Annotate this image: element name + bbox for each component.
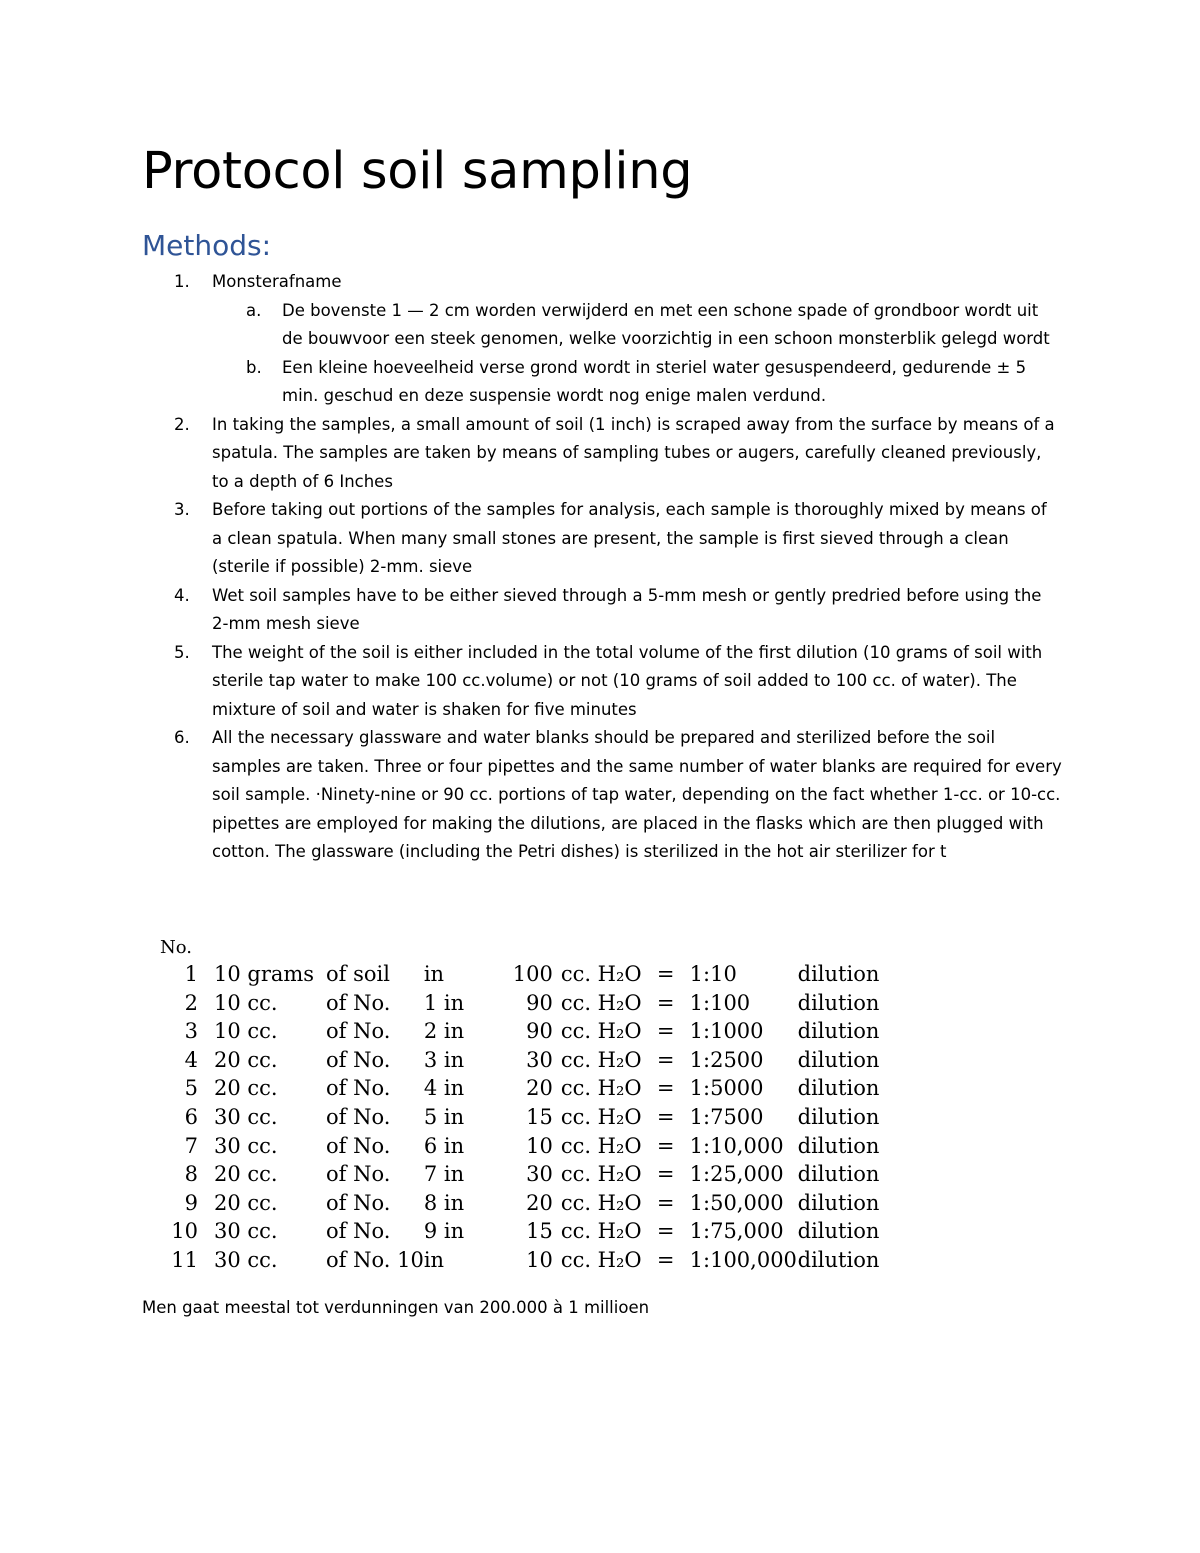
dilution-table bbox=[160, 936, 898, 1275]
row-equals: = bbox=[656, 1019, 675, 1044]
row-source: of No. bbox=[326, 1219, 391, 1244]
method-item bbox=[142, 268, 1062, 297]
row-number: 5 bbox=[184, 1076, 198, 1101]
row-equals: = bbox=[656, 1104, 675, 1129]
row-number: 9 bbox=[184, 1190, 198, 1215]
item-number: 4. bbox=[174, 585, 190, 605]
row-label: dilution bbox=[797, 1219, 880, 1244]
row-ratio: 1:5000 bbox=[689, 1076, 764, 1101]
row-equals: = bbox=[656, 990, 675, 1015]
row-label: dilution bbox=[797, 1076, 880, 1101]
table-header-row bbox=[160, 936, 898, 960]
row-in: 4 in bbox=[423, 1076, 465, 1101]
sub-item bbox=[212, 354, 1062, 411]
row-amount: 10 cc. bbox=[214, 1019, 278, 1044]
row-equals: = bbox=[656, 1190, 675, 1215]
item-number: 6. bbox=[174, 728, 190, 747]
row-number: 8 bbox=[184, 1162, 198, 1187]
row-number: 6 bbox=[184, 1104, 198, 1129]
row-in: 7 in bbox=[423, 1162, 465, 1187]
row-in: in bbox=[423, 962, 445, 986]
row-water-volume: 15 bbox=[526, 1219, 553, 1244]
row-water-volume: 100 bbox=[512, 962, 553, 986]
row-equals: = bbox=[656, 962, 675, 986]
row-label: dilution bbox=[797, 1190, 880, 1215]
method-item bbox=[142, 639, 1062, 725]
row-unit: cc. H₂O bbox=[560, 1076, 642, 1101]
row-amount: 30 cc. bbox=[214, 1247, 278, 1272]
row-label: dilution bbox=[797, 1247, 880, 1272]
row-in: 8 in bbox=[423, 1190, 465, 1215]
methods-list bbox=[142, 268, 1062, 867]
method-item bbox=[142, 411, 1062, 497]
table-row bbox=[160, 1046, 898, 1075]
row-source: of No. bbox=[326, 1047, 391, 1072]
row-water-volume: 20 bbox=[526, 1076, 553, 1101]
item-text: Wet soil samples have to be either sieved through a 5-mm mesh or gently predried before using the 2-mm mesh sieve bbox=[212, 585, 1042, 633]
table-row bbox=[160, 1017, 898, 1046]
row-unit: cc. H₂O bbox=[560, 1047, 642, 1072]
row-unit: cc. H₂O bbox=[560, 1019, 642, 1044]
row-ratio: 1:75,000 bbox=[689, 1219, 784, 1244]
row-number: 2 bbox=[184, 990, 198, 1015]
row-unit: cc. H₂O bbox=[560, 1247, 642, 1272]
row-amount: 20 cc. bbox=[214, 1047, 278, 1072]
sub-item-text: Een kleine hoeveelheid verse grond wordt in steriel water gesuspendeerd, gedurende ± 5 min. geschud en deze suspensie wordt nog enige malen verdund. bbox=[282, 357, 1027, 405]
row-water-volume: 10 bbox=[526, 1247, 553, 1272]
row-ratio: 1:25,000 bbox=[689, 1162, 784, 1187]
row-unit: cc. H₂O bbox=[560, 1104, 642, 1129]
row-water-volume: 90 bbox=[526, 990, 553, 1015]
sub-list bbox=[142, 297, 1062, 411]
row-amount: 20 cc. bbox=[214, 1162, 278, 1187]
item-number: 3. bbox=[174, 500, 190, 519]
method-item bbox=[142, 724, 1062, 867]
row-water-volume: 30 bbox=[526, 1162, 553, 1187]
row-ratio: 1:2500 bbox=[689, 1047, 764, 1072]
page-title: Protocol soil sampling bbox=[142, 142, 693, 201]
row-source: of No. bbox=[326, 1133, 391, 1158]
row-amount: 30 cc. bbox=[214, 1104, 278, 1129]
row-equals: = bbox=[656, 1076, 675, 1101]
row-source: of No. 10 bbox=[326, 1247, 424, 1272]
row-amount: 10 cc. bbox=[214, 990, 278, 1015]
sub-item-text: De bovenste 1 — 2 cm worden verwijderd en met een schone spade of grondboor wordt uit de bouwvoor een steek genomen, welke voorzichtig in een schoon monsterblik gelegd wordt bbox=[282, 300, 1050, 348]
methods-heading: Methods: bbox=[142, 229, 272, 262]
item-number: 5. bbox=[174, 642, 190, 662]
sub-item bbox=[212, 297, 1062, 354]
table-row bbox=[160, 1189, 898, 1218]
row-source: of No. bbox=[326, 1162, 391, 1187]
item-text: Before taking out portions of the samples for analysis, each sample is thoroughly mixed by means of a clean spatula. When many small stones are present, the sample is first sieved through a clean (sterile if possible) 2-mm. sieve bbox=[212, 500, 1047, 576]
row-in: 9 in bbox=[423, 1219, 465, 1244]
item-text: All the necessary glassware and water blanks should be prepared and sterilized before the soil samples are taken. Three or four pipettes and the same number of water blanks are required for every soil sample. ·Ninety-nine or 90 cc. portions of tap water, depending on the fact whether 1-cc. or 10-cc. pipettes are employed for making the dilutions, are placed in the flasks which are then plugged with cotton. The glassware (including the Petri dishes) is sterilized in the hot air sterilizer for t bbox=[212, 728, 1062, 861]
dilution-table-body bbox=[160, 960, 898, 1275]
row-water-volume: 10 bbox=[526, 1133, 553, 1158]
row-ratio: 1:50,000 bbox=[689, 1190, 784, 1215]
row-amount: 20 cc. bbox=[214, 1076, 278, 1101]
row-ratio: 1:100 bbox=[689, 990, 751, 1015]
row-unit: cc. H₂O bbox=[560, 1219, 642, 1244]
row-amount: 10 grams bbox=[214, 962, 315, 986]
row-amount: 20 cc. bbox=[214, 1190, 278, 1215]
row-in: 5 in bbox=[423, 1104, 465, 1129]
row-label: dilution bbox=[797, 1162, 880, 1187]
table-header-no: No. bbox=[160, 937, 192, 958]
row-equals: = bbox=[656, 1133, 675, 1158]
row-label: dilution bbox=[797, 962, 880, 986]
row-number: 3 bbox=[184, 1019, 198, 1044]
row-amount: 30 cc. bbox=[214, 1133, 278, 1158]
row-label: dilution bbox=[797, 990, 880, 1015]
row-number: 1 bbox=[184, 962, 198, 986]
row-water-volume: 20 bbox=[526, 1190, 553, 1215]
table-row bbox=[160, 1103, 898, 1132]
method-item bbox=[142, 582, 1062, 639]
table-row bbox=[160, 1246, 898, 1275]
row-number: 11 bbox=[171, 1247, 198, 1272]
item-number: 1. bbox=[174, 272, 190, 291]
row-ratio: 1:7500 bbox=[689, 1104, 764, 1129]
row-ratio: 1:100,000 bbox=[689, 1247, 797, 1272]
row-number: 4 bbox=[184, 1047, 198, 1072]
row-equals: = bbox=[656, 1047, 675, 1072]
row-source: of No. bbox=[326, 1190, 391, 1215]
row-unit: cc. H₂O bbox=[560, 990, 642, 1015]
item-text: The weight of the soil is either included in the total volume of the first dilution (10 grams of soil with sterile tap water to make 100 cc.volume) or not (10 grams of soil added to 100 cc. of water). The mixture of soil and water is shaken for five minutes bbox=[212, 642, 1043, 719]
item-text: Monsterafname bbox=[212, 272, 342, 291]
row-source: of No. bbox=[326, 1019, 391, 1044]
table-row bbox=[160, 1074, 898, 1103]
table-row bbox=[160, 1160, 898, 1189]
sub-item-letter: b. bbox=[246, 357, 262, 377]
method-item bbox=[142, 496, 1062, 582]
row-source: of soil bbox=[326, 962, 390, 986]
row-in: 1 in bbox=[423, 990, 465, 1015]
row-equals: = bbox=[656, 1247, 675, 1272]
row-source: of No. bbox=[326, 1076, 391, 1101]
row-unit: cc. H₂O bbox=[560, 1190, 642, 1215]
row-number: 10 bbox=[171, 1219, 198, 1244]
row-water-volume: 15 bbox=[526, 1104, 553, 1129]
row-unit: cc. H₂O bbox=[560, 962, 642, 986]
sub-item-letter: a. bbox=[246, 300, 262, 320]
row-label: dilution bbox=[797, 1104, 880, 1129]
row-in: 6 in bbox=[423, 1133, 465, 1158]
table-row bbox=[160, 989, 898, 1018]
table-row bbox=[160, 960, 898, 989]
row-equals: = bbox=[656, 1219, 675, 1244]
row-source: of No. bbox=[326, 990, 391, 1015]
row-in: in bbox=[423, 1247, 445, 1272]
row-unit: cc. H₂O bbox=[560, 1133, 642, 1158]
row-source: of No. bbox=[326, 1104, 391, 1129]
row-label: dilution bbox=[797, 1047, 880, 1072]
row-amount: 30 cc. bbox=[214, 1219, 278, 1244]
item-text: In taking the samples, a small amount of soil (1 inch) is scraped away from the surface by means of a spatula. The samples are taken by means of sampling tubes or augers, carefully cleaned previously, to a depth of 6 Inches bbox=[212, 414, 1055, 491]
row-water-volume: 30 bbox=[526, 1047, 553, 1072]
table-row bbox=[160, 1217, 898, 1246]
row-label: dilution bbox=[797, 1133, 880, 1158]
row-number: 7 bbox=[184, 1133, 198, 1158]
footer-note: Men gaat meestal tot verdunningen van 200.000 à 1 millioen bbox=[142, 1298, 650, 1317]
row-unit: cc. H₂O bbox=[560, 1162, 642, 1187]
row-ratio: 1:10 bbox=[689, 962, 737, 986]
row-water-volume: 90 bbox=[526, 1019, 553, 1044]
item-number: 2. bbox=[174, 414, 190, 434]
row-equals: = bbox=[656, 1162, 675, 1187]
table-row bbox=[160, 1132, 898, 1161]
row-ratio: 1:10,000 bbox=[689, 1133, 784, 1158]
row-in: 3 in bbox=[423, 1047, 465, 1072]
row-in: 2 in bbox=[423, 1019, 465, 1044]
row-label: dilution bbox=[797, 1019, 880, 1044]
row-ratio: 1:1000 bbox=[689, 1019, 764, 1044]
